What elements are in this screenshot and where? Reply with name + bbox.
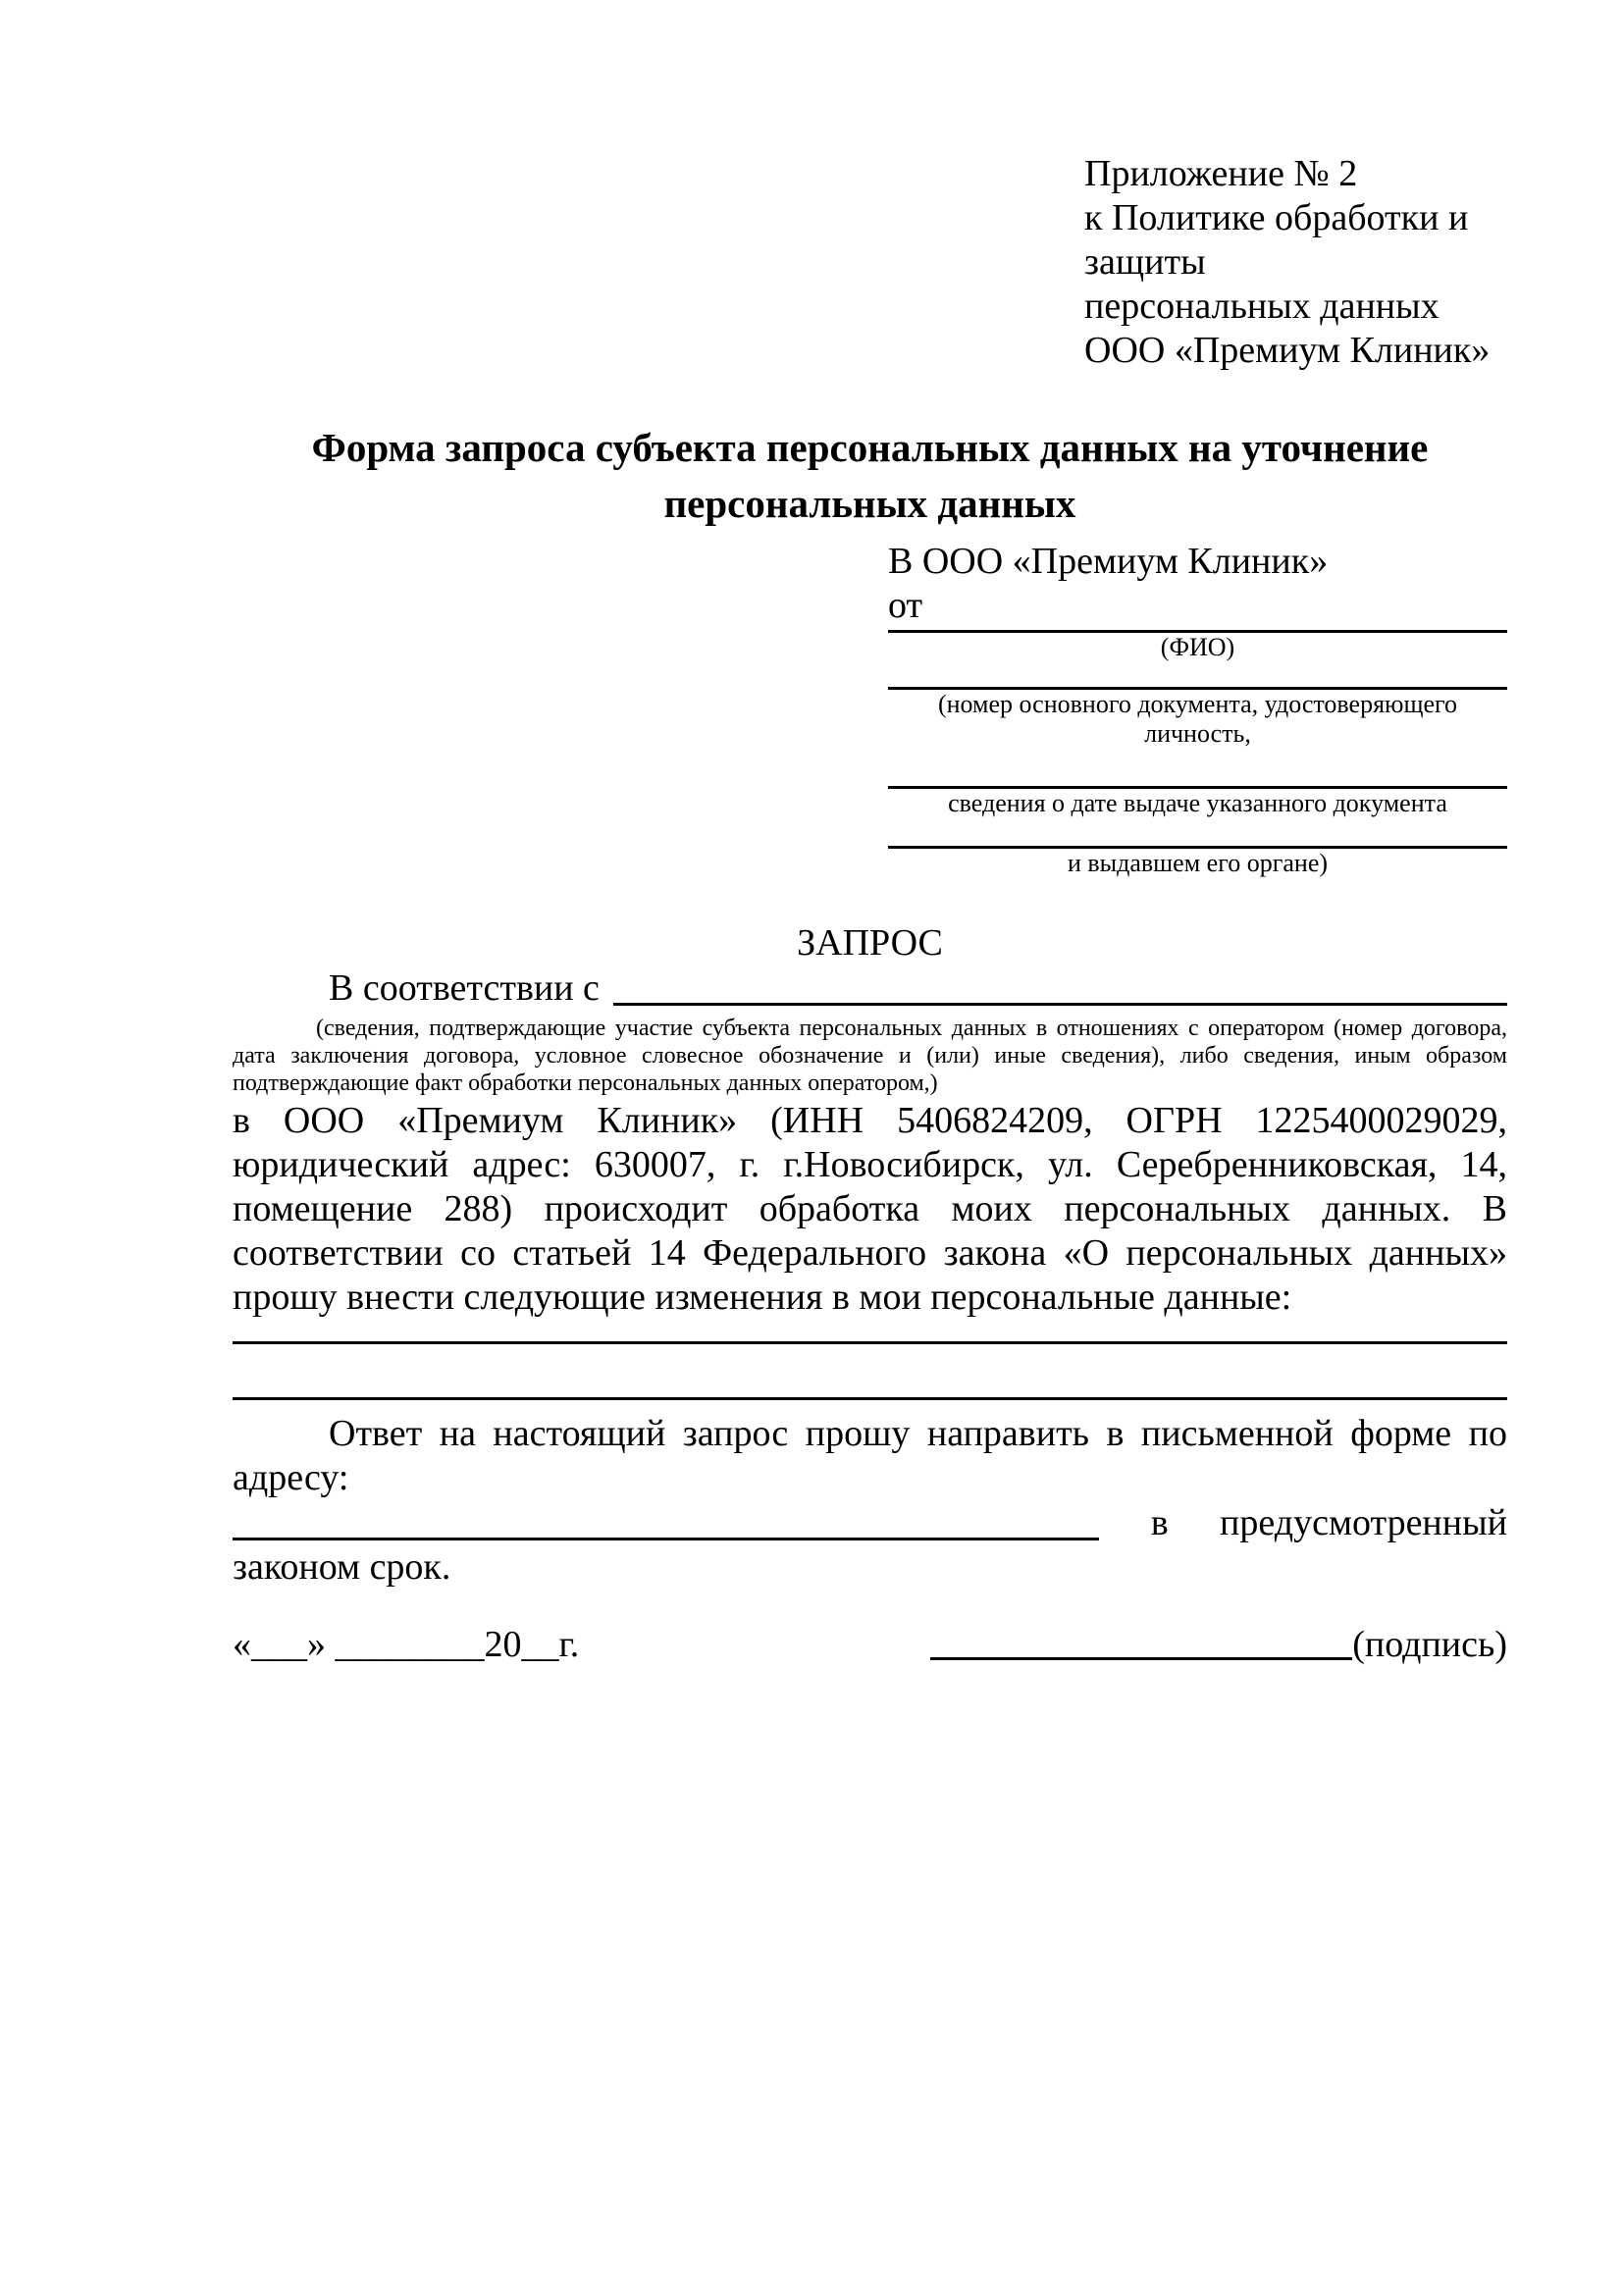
document-title: Форма запроса субъекта персональных данных на уточнение персональных данных: [311, 425, 1429, 526]
annex-note-line: персональных данных: [1084, 286, 1440, 327]
changes-blank-line-2: [233, 1397, 1507, 1400]
annex-note-line: к Политике обработки и защиты: [1084, 197, 1469, 283]
document-number-caption: (номер основного документа, удостоверяющего личность,: [937, 690, 1458, 748]
accordance-blank-line: [613, 1003, 1507, 1006]
signature-group: [930, 1623, 1507, 1667]
reply-word-in: в: [1150, 1502, 1169, 1543]
footnote-text: (сведения, подтверждающие участие субъекта персональных данных в отношениях с оператором (номер договора, дата заключения договора, условное словесное обозначение и (или) иные сведения), либо сведения, иным образом подтверждающие факт обработки персональных данных оператором,): [233, 1016, 1507, 1096]
request-heading: ЗАПРОС: [797, 922, 943, 964]
signature-caption: (подпись): [1352, 1624, 1507, 1665]
signature-blank-line: [930, 1657, 1352, 1660]
reply-sentence: Ответ на настоящий запрос прошу направить в письменной форме по адресу:: [233, 1413, 1507, 1498]
addressee-from: от: [888, 585, 923, 626]
issuing-authority-caption: и выдавшем его органе): [1067, 849, 1329, 877]
changes-blank-line-1: [233, 1341, 1507, 1344]
reply-word-prescribed: предусмотренный: [1220, 1502, 1507, 1543]
issuing-authority-blank-line: [888, 818, 1507, 849]
reply-address-blank-line: [233, 1538, 1099, 1540]
addressee-block: [888, 540, 1507, 878]
accordance-prefix: В соответствии с: [329, 967, 600, 1009]
fio-caption: (ФИО): [1160, 633, 1235, 661]
document-number-blank-line: [888, 662, 1507, 690]
issue-date-blank-line: [888, 749, 1507, 789]
annex-note: [1084, 152, 1507, 373]
annex-note-line: ООО «Премиум Клиник»: [1084, 330, 1491, 371]
request-body: в ООО «Премиум Клиник» (ИНН 5406824209, ОГРН 1225400029029, юридический адрес: 630007, г. г.Новосибирск, ул. Серебренниковская, 14, помещение 288) происходит обработка моих персональных данных. В соответствии со статьей 14 Федерального закона «О персональных данных» прошу внести следующие изменения в мои персональные данные:: [233, 1100, 1507, 1318]
issue-date-caption: сведения о дате выдаче указанного документа: [948, 789, 1447, 817]
accordance-row: [233, 965, 1507, 1011]
addressee-to: В ООО «Премиум Клиник»: [888, 541, 1329, 582]
date-blank-line: «___» ________20__г.: [233, 1624, 580, 1665]
annex-note-line: Приложение № 2: [1084, 153, 1358, 194]
reply-tail: законом срок.: [233, 1546, 451, 1588]
reply-address-row: [233, 1500, 1507, 1545]
sign-row: [233, 1623, 1507, 1667]
